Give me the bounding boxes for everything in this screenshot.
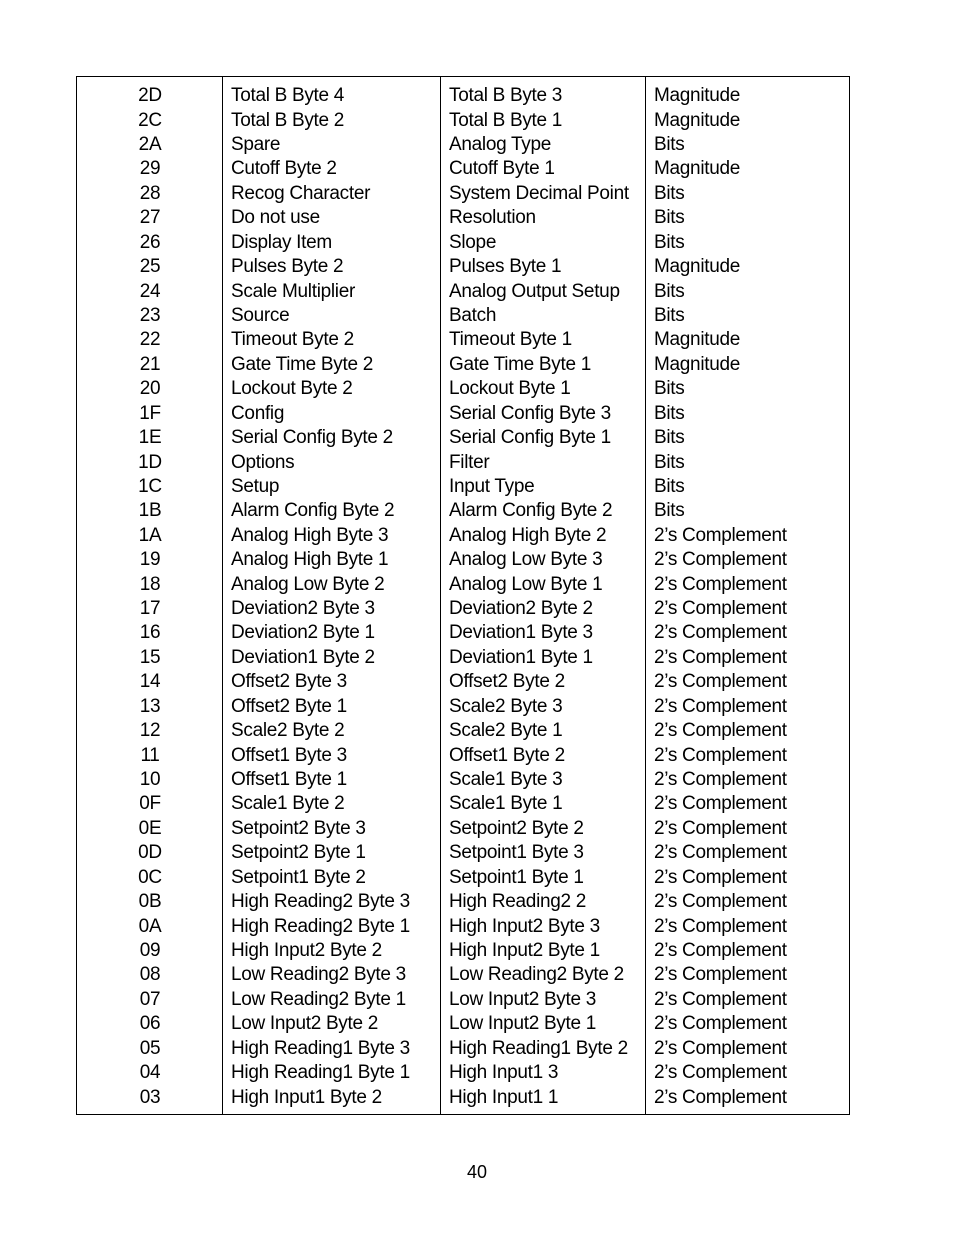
low-byte-name: Timeout Byte 1: [449, 329, 572, 351]
high-byte-name: Total B Byte 2: [231, 109, 345, 131]
table-row: [77, 108, 849, 132]
data-format: Bits: [654, 231, 685, 253]
data-format: 2’s Complement: [654, 842, 787, 864]
low-byte-name: Alarm Config Byte 2: [449, 500, 613, 522]
high-byte-name: Offset1 Byte 3: [231, 744, 347, 766]
register-address: 0B: [138, 891, 162, 913]
table-row: [77, 377, 849, 401]
low-byte-name: Deviation2 Byte 2: [449, 598, 593, 620]
register-address: 24: [139, 280, 161, 302]
register-address: 0E: [138, 817, 162, 839]
register-address: 10: [139, 769, 161, 791]
register-address: 26: [139, 231, 161, 253]
high-byte-name: Analog High Byte 3: [231, 524, 389, 546]
data-format: Bits: [654, 402, 685, 424]
high-byte-name: Deviation2 Byte 1: [231, 622, 375, 644]
table-row: [77, 133, 849, 157]
low-byte-name: Analog Low Byte 1: [449, 573, 603, 595]
table-row: [77, 988, 849, 1012]
data-format: Bits: [654, 378, 685, 400]
table-row: [77, 743, 849, 767]
table-row: [77, 231, 849, 255]
table-row: [77, 841, 849, 865]
data-format: 2’s Complement: [654, 549, 787, 571]
high-byte-name: High Reading1 Byte 1: [231, 1062, 410, 1084]
low-byte-name: High Reading2 2: [449, 891, 587, 913]
low-byte-name: High Input1 1: [449, 1086, 559, 1108]
low-byte-name: Analog High Byte 2: [449, 524, 607, 546]
table-row: [77, 304, 849, 328]
table-row: [77, 401, 849, 425]
data-format: 2’s Complement: [654, 964, 787, 986]
table-row: [77, 255, 849, 279]
register-address: 08: [139, 964, 161, 986]
data-format: Magnitude: [654, 256, 741, 278]
low-byte-name: Batch: [449, 305, 497, 326]
table-row: [77, 353, 849, 377]
table-row: [77, 866, 849, 890]
low-byte-name: Total B Byte 3: [449, 85, 563, 107]
high-byte-name: Offset2 Byte 3: [231, 671, 347, 693]
data-format: Magnitude: [654, 109, 741, 131]
high-byte-name: High Input2 Byte 2: [231, 939, 382, 961]
low-byte-name: Low Reading2 Byte 2: [449, 964, 624, 986]
register-address: 0D: [138, 842, 162, 864]
high-byte-name: Total B Byte 4: [231, 85, 345, 107]
register-address: 12: [139, 720, 161, 742]
register-address: 23: [139, 305, 161, 326]
table-row: [77, 572, 849, 596]
register-address: 1D: [138, 451, 162, 473]
low-byte-name: Scale2 Byte 3: [449, 695, 563, 717]
register-address: 03: [139, 1086, 161, 1108]
low-byte-name: Setpoint1 Byte 1: [449, 866, 584, 888]
high-byte-name: High Reading2 Byte 3: [231, 891, 410, 913]
table-row: [77, 1085, 849, 1109]
high-byte-name: Display Item: [231, 231, 332, 253]
register-address: 07: [139, 988, 161, 1010]
low-byte-name: Analog Output Setup: [449, 280, 620, 302]
data-format: 2’s Complement: [654, 1062, 787, 1084]
table-row: [77, 792, 849, 816]
high-byte-name: Scale Multiplier: [231, 280, 356, 302]
table-row: [77, 1012, 849, 1036]
register-address: 2A: [138, 134, 162, 156]
data-format: Bits: [654, 305, 685, 326]
low-byte-name: High Input2 Byte 1: [449, 939, 600, 961]
data-format: Bits: [654, 182, 685, 204]
data-format: 2’s Complement: [654, 720, 787, 742]
table-row: [77, 548, 849, 572]
low-byte-name: Input Type: [449, 475, 535, 497]
register-address: 1F: [139, 402, 161, 424]
high-byte-name: High Reading1 Byte 3: [231, 1037, 410, 1059]
high-byte-name: Low Reading2 Byte 1: [231, 988, 406, 1010]
register-address: 11: [140, 744, 160, 766]
table-row: [77, 1036, 849, 1060]
high-byte-name: Setup: [231, 475, 280, 497]
register-address: 1C: [138, 475, 162, 497]
low-byte-name: Offset2 Byte 2: [449, 671, 565, 693]
low-byte-name: Setpoint1 Byte 3: [449, 842, 584, 864]
table-row: [77, 84, 849, 108]
table-row: [77, 328, 849, 352]
high-byte-name: Source: [231, 305, 290, 326]
high-byte-name: Timeout Byte 2: [231, 329, 354, 351]
register-address: 2C: [138, 109, 162, 131]
data-format: 2’s Complement: [654, 891, 787, 913]
low-byte-name: Offset1 Byte 2: [449, 744, 565, 766]
low-byte-name: High Input2 Byte 3: [449, 915, 600, 937]
data-format: 2’s Complement: [654, 939, 787, 961]
register-address: 2D: [138, 85, 162, 107]
register-address: 27: [139, 207, 161, 229]
register-address: 16: [139, 622, 161, 644]
high-byte-name: Scale1 Byte 2: [231, 793, 345, 815]
table-row: [77, 963, 849, 987]
data-format: 2’s Complement: [654, 793, 787, 815]
low-byte-name: Setpoint2 Byte 2: [449, 817, 584, 839]
page-number: 40: [466, 1162, 488, 1182]
high-byte-name: Analog Low Byte 2: [231, 573, 385, 595]
data-format: Magnitude: [654, 329, 741, 351]
data-format: 2’s Complement: [654, 695, 787, 717]
table-row: [77, 157, 849, 181]
register-address: 25: [139, 256, 161, 278]
register-address: 09: [139, 939, 161, 961]
high-byte-name: Offset2 Byte 1: [231, 695, 347, 717]
low-byte-name: Serial Config Byte 1: [449, 427, 611, 449]
high-byte-name: Do not use: [231, 207, 320, 229]
data-format: 2’s Complement: [654, 671, 787, 693]
table-row: [77, 524, 849, 548]
data-format: 2’s Complement: [654, 866, 787, 888]
register-address: 06: [139, 1013, 161, 1035]
low-byte-name: Slope: [449, 231, 497, 253]
table-row: [77, 670, 849, 694]
high-byte-name: Recog Character: [231, 182, 371, 204]
table-row: [77, 182, 849, 206]
data-format: Bits: [654, 207, 685, 229]
table-row: [77, 206, 849, 230]
register-address: 15: [139, 646, 161, 668]
low-byte-name: Scale1 Byte 3: [449, 769, 563, 791]
low-byte-name: Scale2 Byte 1: [449, 720, 563, 742]
data-format: 2’s Complement: [654, 988, 787, 1010]
low-byte-name: Deviation1 Byte 1: [449, 646, 593, 668]
data-format: 2’s Complement: [654, 1037, 787, 1059]
high-byte-name: Alarm Config Byte 2: [231, 500, 395, 522]
register-table: [76, 76, 850, 1115]
data-format: Bits: [654, 500, 685, 522]
high-byte-name: Spare: [231, 134, 281, 156]
data-format: 2’s Complement: [654, 769, 787, 791]
register-address: 13: [139, 695, 161, 717]
data-format: Magnitude: [654, 353, 741, 375]
table-row: [77, 817, 849, 841]
high-byte-name: Serial Config Byte 2: [231, 427, 393, 449]
data-format: 2’s Complement: [654, 1013, 787, 1035]
register-address: 22: [139, 329, 161, 351]
data-format: 2’s Complement: [654, 817, 787, 839]
table-row: [77, 768, 849, 792]
high-byte-name: Options: [231, 451, 295, 473]
low-byte-name: Analog Type: [449, 134, 551, 156]
high-byte-name: Pulses Byte 2: [231, 256, 344, 278]
register-address: 1B: [138, 500, 162, 522]
low-byte-name: Serial Config Byte 3: [449, 402, 611, 424]
register-address: 1E: [138, 427, 162, 449]
data-format: Bits: [654, 134, 685, 156]
table-body: [77, 84, 849, 1110]
data-format: Bits: [654, 475, 685, 497]
data-format: Bits: [654, 280, 685, 302]
high-byte-name: Deviation1 Byte 2: [231, 646, 375, 668]
low-byte-name: Low Input2 Byte 3: [449, 988, 597, 1010]
data-format: 2’s Complement: [654, 598, 787, 620]
low-byte-name: Lockout Byte 1: [449, 378, 571, 400]
table-row: [77, 890, 849, 914]
register-address: 14: [139, 671, 161, 693]
table-row: [77, 597, 849, 621]
register-address: 19: [139, 549, 161, 571]
table-row: [77, 939, 849, 963]
high-byte-name: Low Reading2 Byte 3: [231, 964, 406, 986]
high-byte-name: Low Input2 Byte 2: [231, 1013, 379, 1035]
register-address: 17: [139, 598, 161, 620]
register-address: 18: [139, 573, 161, 595]
register-address: 21: [139, 353, 161, 375]
table-row: [77, 499, 849, 523]
table-row: [77, 475, 849, 499]
low-byte-name: Pulses Byte 1: [449, 256, 562, 278]
table-row: [77, 1061, 849, 1085]
table-row: [77, 426, 849, 450]
data-format: 2’s Complement: [654, 573, 787, 595]
data-format: Bits: [654, 427, 685, 449]
low-byte-name: Low Input2 Byte 1: [449, 1013, 597, 1035]
table-row: [77, 279, 849, 303]
data-format: 2’s Complement: [654, 622, 787, 644]
data-format: 2’s Complement: [654, 915, 787, 937]
low-byte-name: High Reading1 Byte 2: [449, 1037, 628, 1059]
table-row: [77, 695, 849, 719]
low-byte-name: Deviation1 Byte 3: [449, 622, 593, 644]
low-byte-name: Filter: [449, 451, 490, 473]
data-format: 2’s Complement: [654, 744, 787, 766]
high-byte-name: High Input1 Byte 2: [231, 1086, 382, 1108]
high-byte-name: Analog High Byte 1: [231, 549, 389, 571]
high-byte-name: Offset1 Byte 1: [231, 769, 347, 791]
low-byte-name: High Input1 3: [449, 1062, 559, 1084]
low-byte-name: Scale1 Byte 1: [449, 793, 563, 815]
register-address: 04: [139, 1062, 161, 1084]
high-byte-name: Lockout Byte 2: [231, 378, 353, 400]
data-format: Magnitude: [654, 85, 741, 107]
low-byte-name: Analog Low Byte 3: [449, 549, 603, 571]
data-format: 2’s Complement: [654, 1086, 787, 1108]
low-byte-name: Gate Time Byte 1: [449, 353, 591, 375]
register-address: 0A: [138, 915, 162, 937]
register-address: 0F: [139, 793, 161, 815]
high-byte-name: Setpoint1 Byte 2: [231, 866, 366, 888]
low-byte-name: Total B Byte 1: [449, 109, 563, 131]
data-format: 2’s Complement: [654, 524, 787, 546]
register-address: 05: [139, 1037, 161, 1059]
register-address: 1A: [138, 524, 162, 546]
table-row: [77, 719, 849, 743]
low-byte-name: System Decimal Point: [449, 182, 629, 204]
high-byte-name: High Reading2 Byte 1: [231, 915, 410, 937]
data-format: Magnitude: [654, 158, 741, 180]
data-format: Bits: [654, 451, 685, 473]
table-row: [77, 914, 849, 938]
register-address: 29: [139, 158, 161, 180]
high-byte-name: Setpoint2 Byte 3: [231, 817, 366, 839]
register-address: 0C: [138, 866, 162, 888]
table-row: [77, 621, 849, 645]
high-byte-name: Deviation2 Byte 3: [231, 598, 375, 620]
data-format: 2’s Complement: [654, 646, 787, 668]
table-row: [77, 646, 849, 670]
register-address: 28: [139, 182, 161, 204]
high-byte-name: Setpoint2 Byte 1: [231, 842, 366, 864]
high-byte-name: Scale2 Byte 2: [231, 720, 345, 742]
high-byte-name: Gate Time Byte 2: [231, 353, 373, 375]
low-byte-name: Resolution: [449, 207, 536, 229]
high-byte-name: Config: [231, 402, 285, 424]
register-address: 20: [139, 378, 161, 400]
low-byte-name: Cutoff Byte 1: [449, 158, 555, 180]
table-row: [77, 450, 849, 474]
high-byte-name: Cutoff Byte 2: [231, 158, 337, 180]
